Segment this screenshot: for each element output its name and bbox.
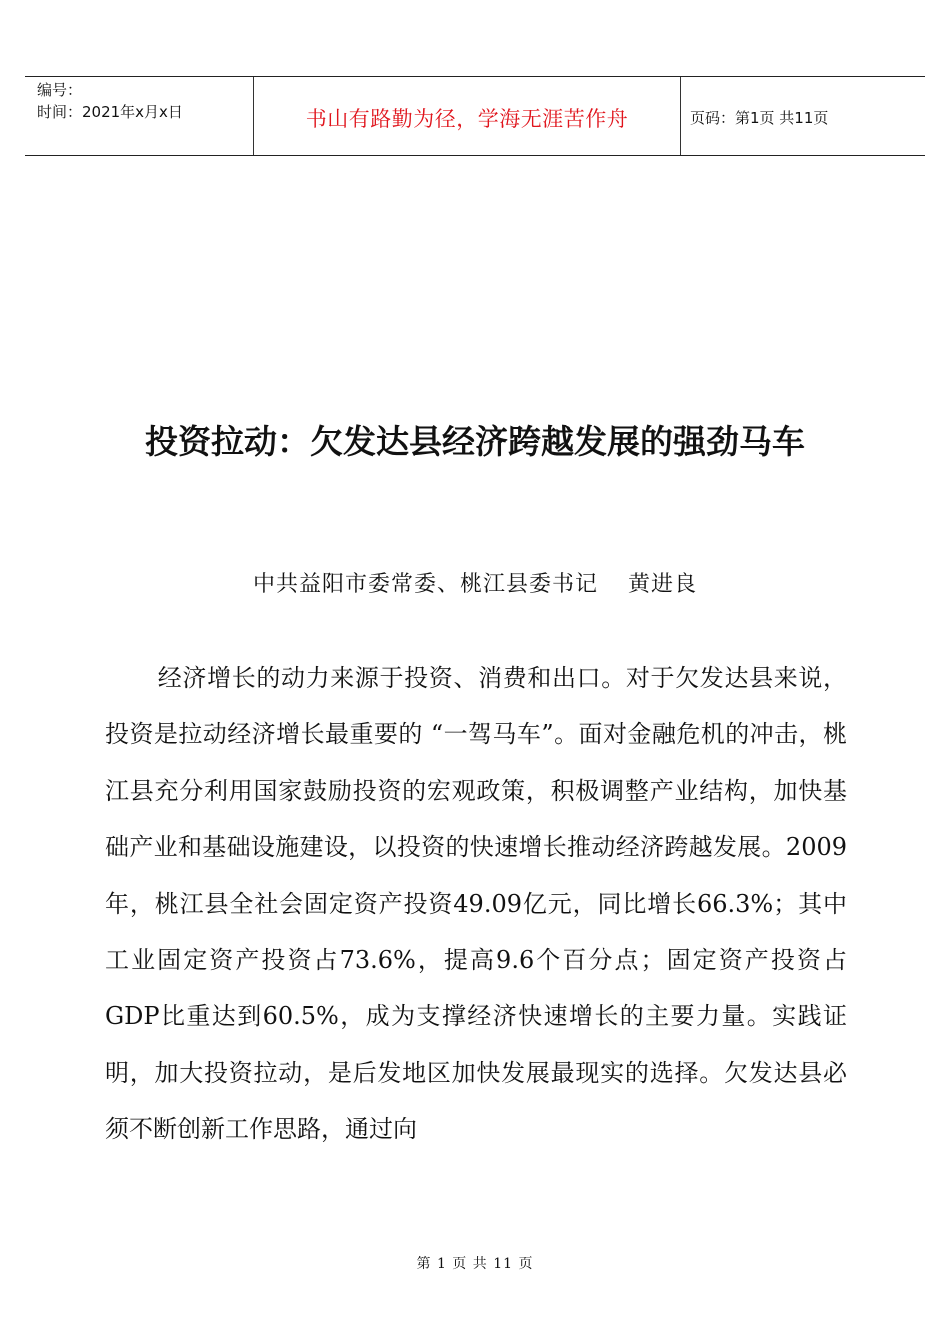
author-role: 中共益阳市委常委、桃江县委书记 xyxy=(252,572,598,597)
document-title: 投资拉动：欠发达县经济跨越发展的强劲马车 xyxy=(145,422,805,461)
page-header xyxy=(25,76,925,156)
page-footer: 第 1 页 共 11 页 xyxy=(416,1256,534,1272)
serial-number-label: 编号： xyxy=(37,81,83,99)
header-page-cell xyxy=(680,77,925,155)
author-name: 黄进良 xyxy=(628,572,698,597)
motto-text: 书山有路勤为径，学海无涯苦作舟 xyxy=(305,107,629,131)
header-motto-cell xyxy=(253,77,681,155)
body-paragraph: 经济增长的动力来源于投资、消费和出口。对于欠发达县来说，投资是拉动经济增长最重要的 “一驾马车”。面对金融危机的冲击，桃江县充分利用国家鼓励投资的宏观政策，积极调整产业结构，加快基础产业和基础设施建设，以投资的快速增长推动经济跨越发展。2009年，桃江县全社会固定资产投资49.09亿元，同比增长66.3%；其中工业固定资产投资占73.6%，提高9.6个百分点；固定资产投资占GDP比重达到60.5%，成为支撑经济快速增长的主要力量。实践证明，加大投资拉动，是后发地区加快发展最现实的选择。欠发达县必须不断创新工作思路，通过向 xyxy=(105,664,847,1144)
author-line xyxy=(100,567,850,598)
body-text xyxy=(105,650,847,1158)
header-meta-cell xyxy=(25,77,253,155)
page-code: 页码：第1页 共11页 xyxy=(690,109,829,127)
time-label: 时间：2021年x月x日 xyxy=(37,103,183,121)
